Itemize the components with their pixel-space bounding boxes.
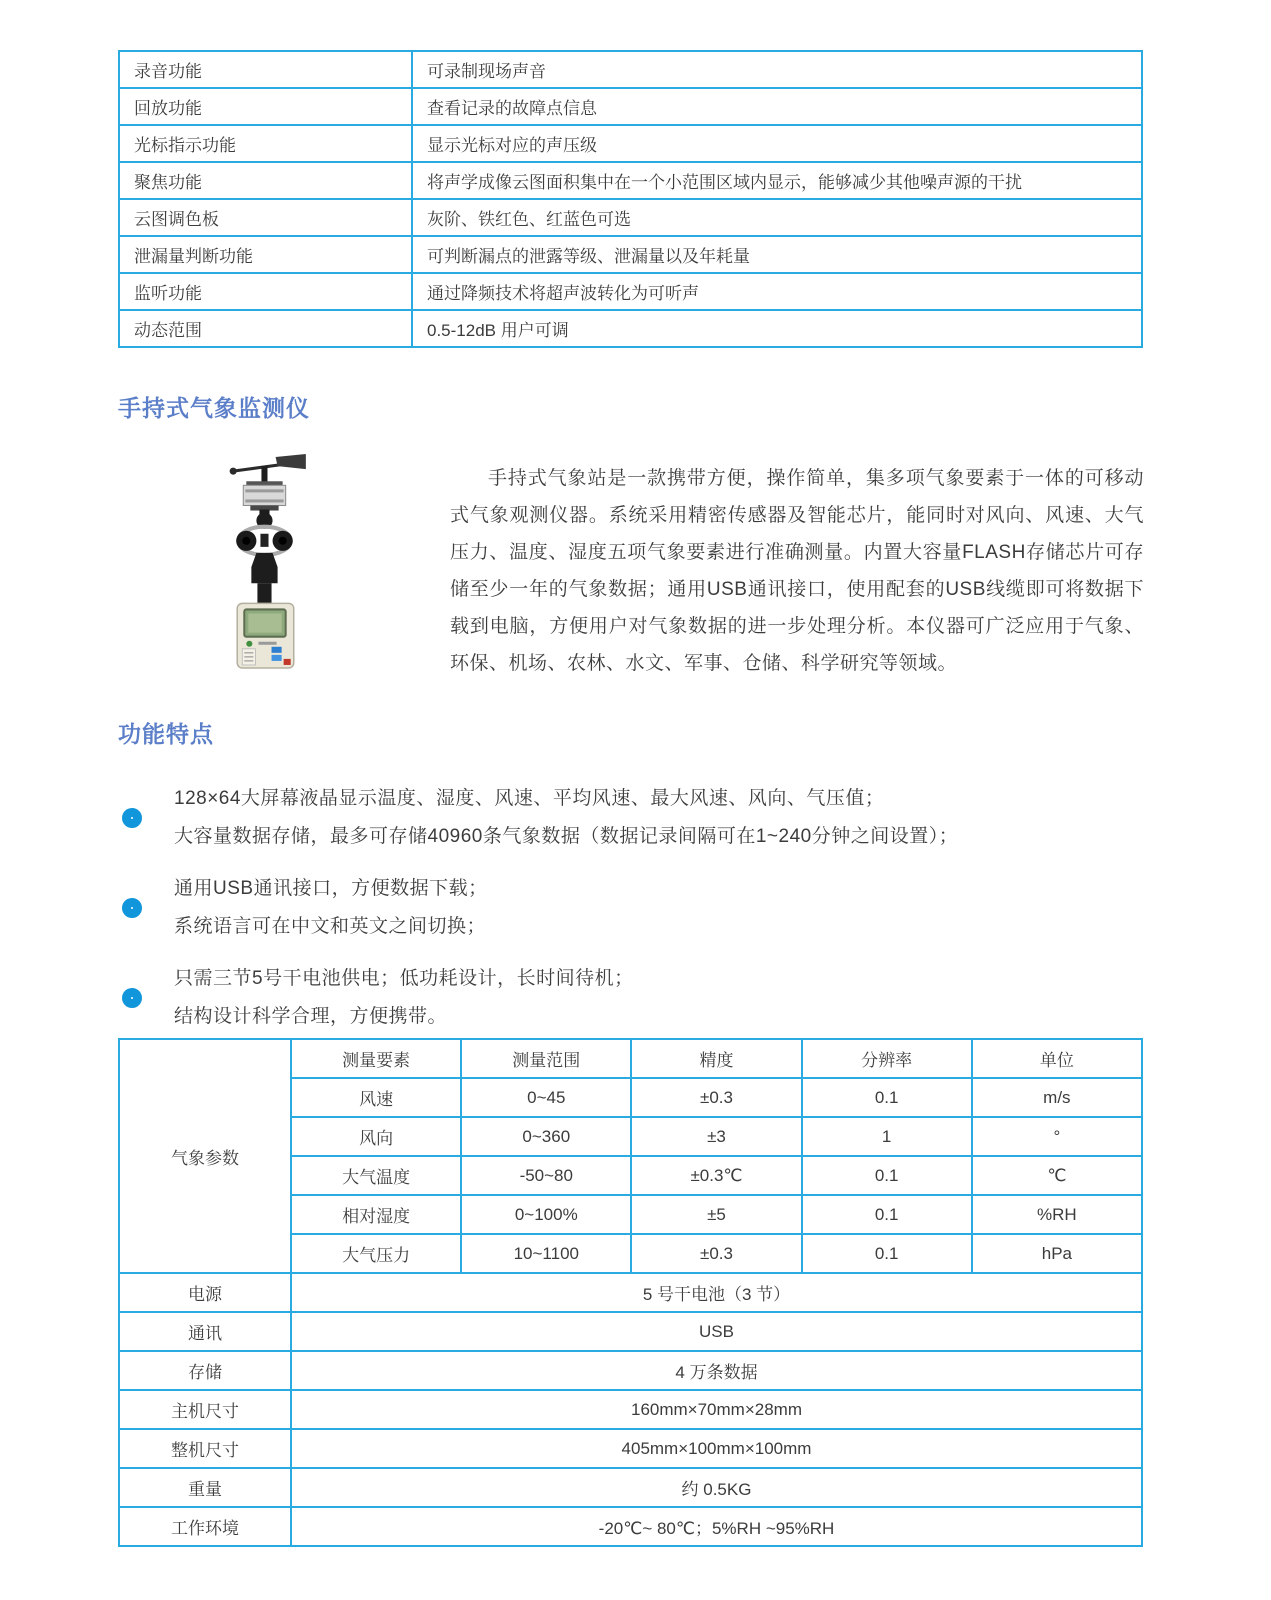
list-item xyxy=(122,870,1152,946)
feature-value: 可判断漏点的泄露等级、泄漏量以及年耗量 xyxy=(412,236,1142,273)
spec-label: 存储 xyxy=(119,1351,291,1390)
feature-label: 泄漏量判断功能 xyxy=(119,236,412,273)
feature-table xyxy=(118,50,1143,348)
spec-value: 405mm×100mm×100mm xyxy=(291,1429,1142,1468)
table-row xyxy=(119,88,1142,125)
spec-value: USB xyxy=(291,1312,1142,1351)
spec-value: 4 万条数据 xyxy=(291,1351,1142,1390)
ring-circle-icon xyxy=(122,988,142,1008)
cell-accuracy: ±3 xyxy=(631,1117,801,1156)
cell-range: 0~45 xyxy=(461,1078,631,1117)
product-description: 手持式气象站是一款携带方便，操作简单，集多项气象要素于一体的可移动式气象观测仪器。系统采用精密传感器及智能芯片，能同时对风向、风速、大气压力、温度、湿度五项气象要素进行准确测量。内置大容量FLASH存储芯片可存储至少一年的气象数据；通用USB通讯接口，使用配套的USB线缆即可将数据下载到电脑，方便用户对气象数据的进一步处理分析。本仪器可广泛应用于气象、环保、机场、农林、水文、军事、仓储、科学研究等领域。 xyxy=(450,468,1144,674)
column-header: 测量要素 xyxy=(291,1039,461,1078)
bullet-line: 128×64大屏幕液晶显示温度、湿度、风速、平均风速、最大风速、风向、气压值； xyxy=(174,788,885,809)
feature-value: 显示光标对应的声压级 xyxy=(412,125,1142,162)
cell-resolution: 0.1 xyxy=(802,1234,972,1273)
spec-group-label: 气象参数 xyxy=(119,1039,291,1273)
ring-circle-icon xyxy=(122,898,142,918)
bullet-line: 只需三节5号干电池供电；低功耗设计，长时间待机； xyxy=(174,968,634,989)
table-header-row xyxy=(119,1039,1142,1078)
spec-value: 5 号干电池（3 节） xyxy=(291,1273,1142,1312)
cell-resolution: 1 xyxy=(802,1117,972,1156)
cell-accuracy: ±5 xyxy=(631,1195,801,1234)
feature-value: 通过降频技术将超声波转化为可听声 xyxy=(412,273,1142,310)
table-row xyxy=(119,162,1142,199)
column-header: 分辨率 xyxy=(802,1039,972,1078)
column-header: 单位 xyxy=(972,1039,1142,1078)
cell-range: 0~360 xyxy=(461,1117,631,1156)
list-item xyxy=(122,780,1152,856)
bullet-line: 大容量数据存储，最多可存储40960条气象数据（数据记录间隔可在1~240分钟之间设置）； xyxy=(174,826,959,847)
cell-resolution: 0.1 xyxy=(802,1078,972,1117)
bullet-line: 结构设计科学合理，方便携带。 xyxy=(174,1006,448,1027)
handheld-weather-station-photo xyxy=(208,452,326,670)
features-section-title: 功能特点 xyxy=(118,721,214,747)
cell-unit: m/s xyxy=(972,1078,1142,1117)
ring-circle-icon xyxy=(122,808,142,828)
cell-unit: ℃ xyxy=(972,1156,1142,1195)
cell-unit: hPa xyxy=(972,1234,1142,1273)
table-row xyxy=(119,1273,1142,1312)
cell-resolution: 0.1 xyxy=(802,1195,972,1234)
cell-range: -50~80 xyxy=(461,1156,631,1195)
cell-element: 相对湿度 xyxy=(291,1195,461,1234)
table-row xyxy=(119,1468,1142,1507)
table-row xyxy=(119,273,1142,310)
feature-label: 聚焦功能 xyxy=(119,162,412,199)
table-row xyxy=(119,125,1142,162)
feature-label: 监听功能 xyxy=(119,273,412,310)
column-header: 测量范围 xyxy=(461,1039,631,1078)
cell-accuracy: ±0.3℃ xyxy=(631,1156,801,1195)
cell-element: 风速 xyxy=(291,1078,461,1117)
spec-label: 电源 xyxy=(119,1273,291,1312)
cell-unit: ° xyxy=(972,1117,1142,1156)
table-row xyxy=(119,1507,1142,1546)
feature-value: 将声学成像云图面积集中在一个小范围区域内显示，能够减少其他噪声源的干扰 xyxy=(412,162,1142,199)
table-row xyxy=(119,236,1142,273)
spec-label: 主机尺寸 xyxy=(119,1390,291,1429)
feature-label: 云图调色板 xyxy=(119,199,412,236)
spec-label: 工作环境 xyxy=(119,1507,291,1546)
cell-resolution: 0.1 xyxy=(802,1156,972,1195)
table-row xyxy=(119,51,1142,88)
feature-value: 灰阶、铁红色、红蓝色可选 xyxy=(412,199,1142,236)
feature-value: 查看记录的故障点信息 xyxy=(412,88,1142,125)
spec-label: 整机尺寸 xyxy=(119,1429,291,1468)
list-item xyxy=(122,960,1152,1036)
spec-table xyxy=(118,1038,1143,1547)
cell-element: 大气温度 xyxy=(291,1156,461,1195)
cell-accuracy: ±0.3 xyxy=(631,1234,801,1273)
table-row xyxy=(119,1312,1142,1351)
cell-range: 10~1100 xyxy=(461,1234,631,1273)
product-section-title: 手持式气象监测仪 xyxy=(118,395,310,421)
feature-value: 0.5-12dB 用户可调 xyxy=(412,310,1142,347)
table-row xyxy=(119,1390,1142,1429)
spec-value: -20℃~ 80℃；5%RH ~95%RH xyxy=(291,1507,1142,1546)
feature-label: 录音功能 xyxy=(119,51,412,88)
spec-value: 约 0.5KG xyxy=(291,1468,1142,1507)
weather-station-illustration xyxy=(208,452,326,670)
column-header: 精度 xyxy=(631,1039,801,1078)
feature-bullet-list xyxy=(122,780,1152,1050)
table-row xyxy=(119,310,1142,347)
feature-label: 光标指示功能 xyxy=(119,125,412,162)
cell-element: 风向 xyxy=(291,1117,461,1156)
feature-value: 可录制现场声音 xyxy=(412,51,1142,88)
spec-label: 重量 xyxy=(119,1468,291,1507)
spec-value: 160mm×70mm×28mm xyxy=(291,1390,1142,1429)
table-row xyxy=(119,199,1142,236)
table-row xyxy=(119,1429,1142,1468)
bullet-line: 系统语言可在中文和英文之间切换； xyxy=(174,916,487,937)
bullet-line: 通用USB通讯接口，方便数据下载； xyxy=(174,878,488,899)
spec-label: 通讯 xyxy=(119,1312,291,1351)
feature-label: 回放功能 xyxy=(119,88,412,125)
feature-label: 动态范围 xyxy=(119,310,412,347)
table-row xyxy=(119,1351,1142,1390)
cell-accuracy: ±0.3 xyxy=(631,1078,801,1117)
cell-element: 大气压力 xyxy=(291,1234,461,1273)
cell-unit: %RH xyxy=(972,1195,1142,1234)
cell-range: 0~100% xyxy=(461,1195,631,1234)
